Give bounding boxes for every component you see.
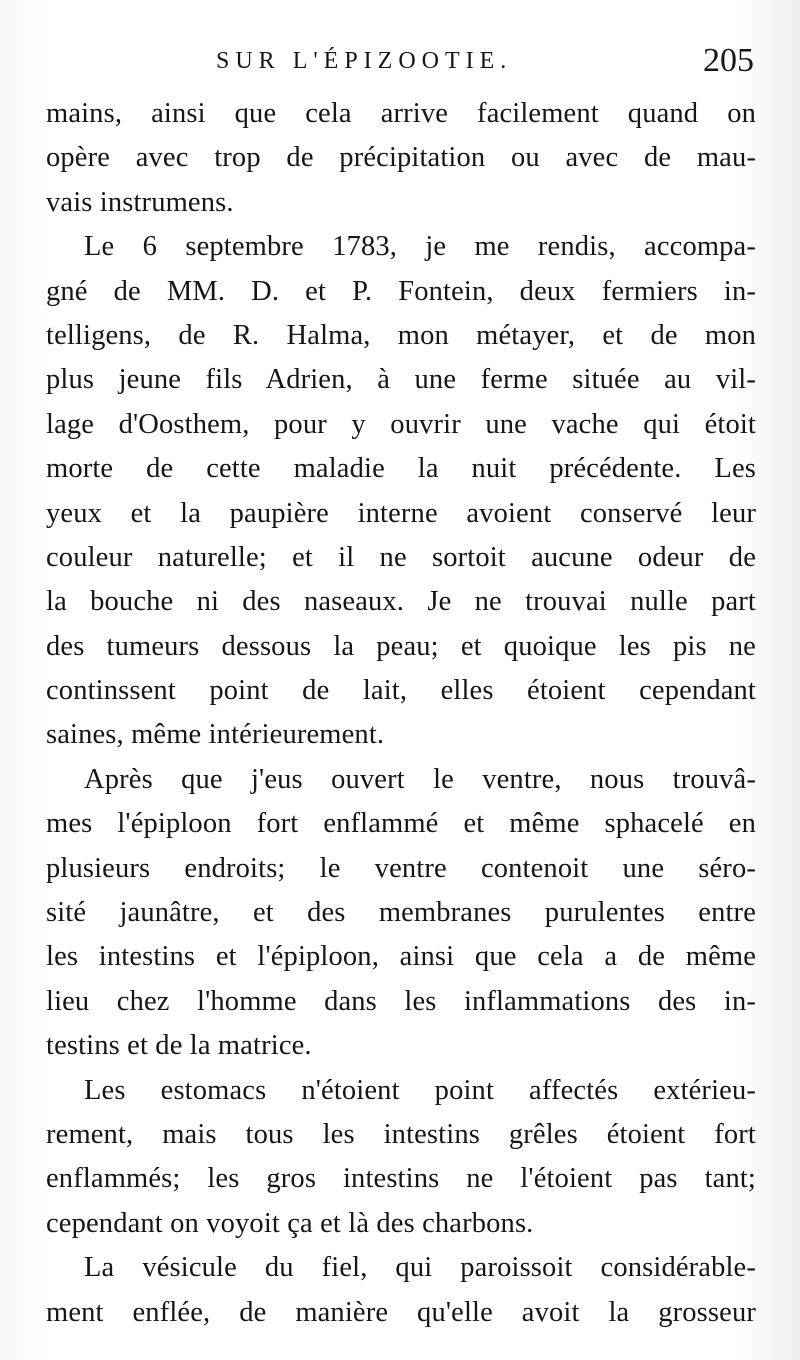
text-line: sité jaunâtre, et des membranes purulentes entre [46, 897, 756, 929]
text-line: mes l'épiploon fort enflammé et même sphacelé en [46, 808, 756, 840]
text-line: plus jeune fils Adrien, à une ferme située au vil- [46, 364, 756, 396]
text-line: opère avec trop de précipitation ou avec de mau- [46, 142, 756, 174]
text-line: continssent point de lait, elles étoient cependant [46, 675, 756, 707]
text-line: Après que j'eus ouvert le ventre, nous trouvâ- [84, 763, 756, 795]
page-number: 205 [703, 42, 754, 79]
text-line: les intestins et l'épiploon, ainsi que cela a de même [46, 941, 756, 973]
text-line: telligens, de R. Halma, mon métayer, et de mon [46, 319, 756, 351]
text-line: rement, mais tous les intestins grêles étoient fort [46, 1118, 756, 1150]
running-head [48, 42, 754, 82]
text-line: la bouche ni des naseaux. Je ne trouvai nulle part [46, 586, 756, 618]
text-line: morte de cette maladie la nuit précédente. Les [46, 453, 756, 485]
text-line: des tumeurs dessous la peau; et quoique les pis ne [46, 630, 756, 662]
text-line: Les estomacs n'étoient point affectés extérieu- [84, 1074, 756, 1106]
text-line: ment enflée, de manière qu'elle avoit la grosseur [46, 1296, 756, 1328]
text-line: vais instrumens. [46, 186, 234, 218]
text-line: gné de MM. D. et P. Fontein, deux fermiers in- [46, 275, 756, 307]
text-line: lieu chez l'homme dans les inflammations des in- [46, 985, 756, 1017]
running-title: SUR L'ÉPIZOOTIE. [216, 48, 513, 74]
text-line: plusieurs endroits; le ventre contenoit une séro- [46, 852, 756, 884]
text-line: cependant on voyoit ça et là des charbons. [46, 1207, 534, 1239]
text-line: saines, même intérieurement. [46, 719, 385, 751]
text-line: La vésicule du fiel, qui paroissoit considérable- [84, 1252, 756, 1284]
text-line: testins et de la matrice. [46, 1030, 312, 1062]
text-line: lage d'Oosthem, pour y ouvrir une vache qui étoit [46, 408, 756, 440]
text-line: enflammés; les gros intestins ne l'étoient pas tant; [46, 1163, 756, 1195]
text-line: mains, ainsi que cela arrive facilement quand on [46, 98, 756, 129]
text-line: couleur naturelle; et il ne sortoit aucune odeur de [46, 541, 756, 573]
text-line: Le 6 septembre 1783, je me rendis, accompa- [84, 231, 756, 263]
text-line: yeux et la paupière interne avoient conservé leur [46, 497, 756, 529]
body-text [46, 92, 756, 1335]
